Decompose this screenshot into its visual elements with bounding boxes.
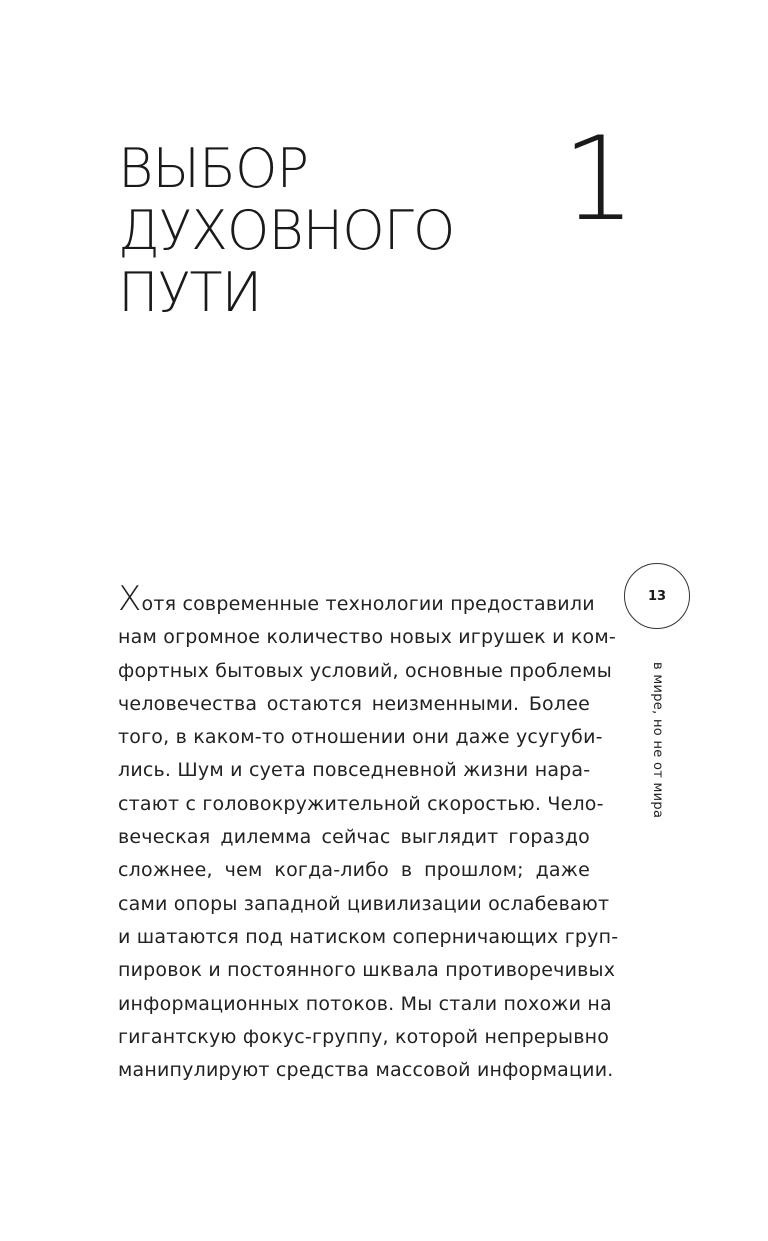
text-line: информационных потоков. Мы стали похожи на bbox=[118, 992, 612, 1015]
page-number: 13 bbox=[647, 588, 667, 604]
text-line-content: отя современные технологии предоставили bbox=[141, 593, 595, 615]
text-line: манипулируют средства массовой информации. bbox=[118, 1059, 614, 1082]
page-number-circle bbox=[624, 563, 690, 629]
text-line bbox=[118, 579, 595, 621]
text-line: стают с головокружительной скоростью. Чело- bbox=[118, 792, 604, 815]
body-paragraph bbox=[118, 579, 619, 1087]
chapter-number: 1 bbox=[562, 112, 636, 247]
running-head: в мире, но не от мира bbox=[650, 662, 665, 819]
drop-cap: Х bbox=[118, 579, 142, 619]
chapter-title-line: ВЫБОР bbox=[118, 137, 309, 200]
text-line: того, в каком-то отношении они даже усугуби- bbox=[118, 726, 603, 749]
text-line: сложнее, чем когда-либо в прошлом; даже bbox=[118, 859, 590, 882]
text-line: гигантскую фокус-группу, которой непрерывно bbox=[118, 1025, 610, 1048]
chapter-title bbox=[118, 138, 454, 324]
chapter-title-line: ДУХОВНОГО bbox=[118, 199, 455, 262]
text-line: нам огромное количество новых игрушек и ком- bbox=[118, 626, 616, 649]
text-line: пировок и постоянного шквала противоречивых bbox=[118, 959, 616, 982]
text-line: человечества остаются неизменными. Более bbox=[118, 692, 590, 715]
text-line: сами опоры западной цивилизации ослабевают bbox=[118, 892, 610, 915]
text-line: и шатаются под натиском соперничающих груп- bbox=[118, 925, 619, 948]
chapter-title-line: ПУТИ bbox=[118, 261, 262, 324]
text-line: лись. Шум и суета повседневной жизни нара- bbox=[118, 759, 591, 782]
text-line: веческая дилемма сейчас выглядит гораздо bbox=[118, 826, 590, 849]
text-line: фортных бытовых условий, основные проблемы bbox=[118, 659, 612, 682]
